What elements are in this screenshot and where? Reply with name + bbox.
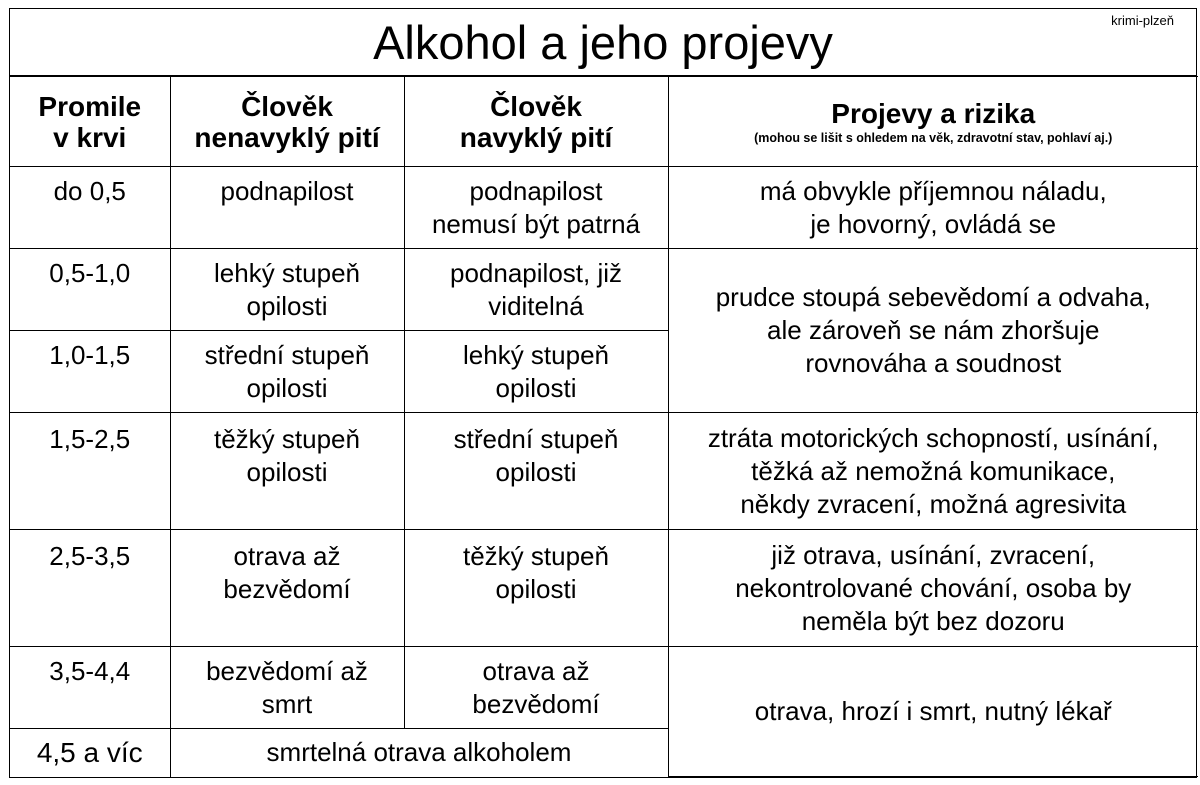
projevy-cell: otrava, hrozí i smrt, nutný lékař (668, 647, 1198, 777)
header-projevy-note: (mohou se lišit s ohledem na věk, zdravotní stav, pohlaví aj.) (754, 130, 1113, 145)
navykly-cell: střední stupeň opilosti (404, 413, 668, 530)
source-watermark: krimi-plzeň (1111, 13, 1174, 28)
nenavykly-cell: střední stupeň opilosti (170, 331, 404, 413)
table-row (10, 249, 1198, 331)
table-row (10, 647, 1198, 729)
merged-cell: smrtelná otrava alkoholem (170, 729, 668, 777)
header-projevy-title: Projevy a rizika (831, 97, 1036, 129)
navykly-cell: těžký stupeň opilosti (404, 530, 668, 647)
table-row (10, 167, 1198, 249)
header-nenavykly: Člověk nenavyklý pití (170, 77, 404, 167)
table-row (10, 530, 1198, 647)
promile-cell: 2,5-3,5 (10, 530, 170, 647)
projevy-cell: prudce stoupá sebevědomí a odvaha, ale zároveň se nám zhoršuje rovnováha a soudnost (668, 249, 1198, 413)
navykly-cell: otrava až bezvědomí (404, 647, 668, 729)
projevy-cell: má obvykle příjemnou náladu, je hovorný, ovládá se (668, 167, 1198, 249)
navykly-cell: lehký stupeň opilosti (404, 331, 668, 413)
header-projevy (668, 77, 1198, 167)
nenavykly-cell: podnapilost (170, 167, 404, 249)
page-title: Alkohol a jeho projevy (10, 9, 1196, 76)
promile-cell: 1,5-2,5 (10, 413, 170, 530)
projevy-cell: ztráta motorických schopností, usínání, těžká až nemožná komunikace, někdy zvracení, možná agresivita (668, 413, 1198, 530)
promile-cell: 4,5 a víc (10, 729, 170, 777)
projevy-cell: již otrava, usínání, zvracení, nekontrolované chování, osoba by neměla být bez dozoru (668, 530, 1198, 647)
nenavykly-cell: otrava až bezvědomí (170, 530, 404, 647)
nenavykly-cell: bezvědomí až smrt (170, 647, 404, 729)
header-promile: Promile v krvi (10, 77, 170, 167)
nenavykly-cell: lehký stupeň opilosti (170, 249, 404, 331)
promile-cell: 3,5-4,4 (10, 647, 170, 729)
alcohol-table-sheet (9, 8, 1197, 778)
header-navykly: Člověk navyklý pití (404, 77, 668, 167)
promile-cell: do 0,5 (10, 167, 170, 249)
promile-cell: 1,0-1,5 (10, 331, 170, 413)
table-row (10, 413, 1198, 530)
navykly-cell: podnapilost, již viditelná (404, 249, 668, 331)
nenavykly-cell: těžký stupeň opilosti (170, 413, 404, 530)
alcohol-effects-table (10, 76, 1198, 777)
promile-cell: 0,5-1,0 (10, 249, 170, 331)
navykly-cell: podnapilost nemusí být patrná (404, 167, 668, 249)
